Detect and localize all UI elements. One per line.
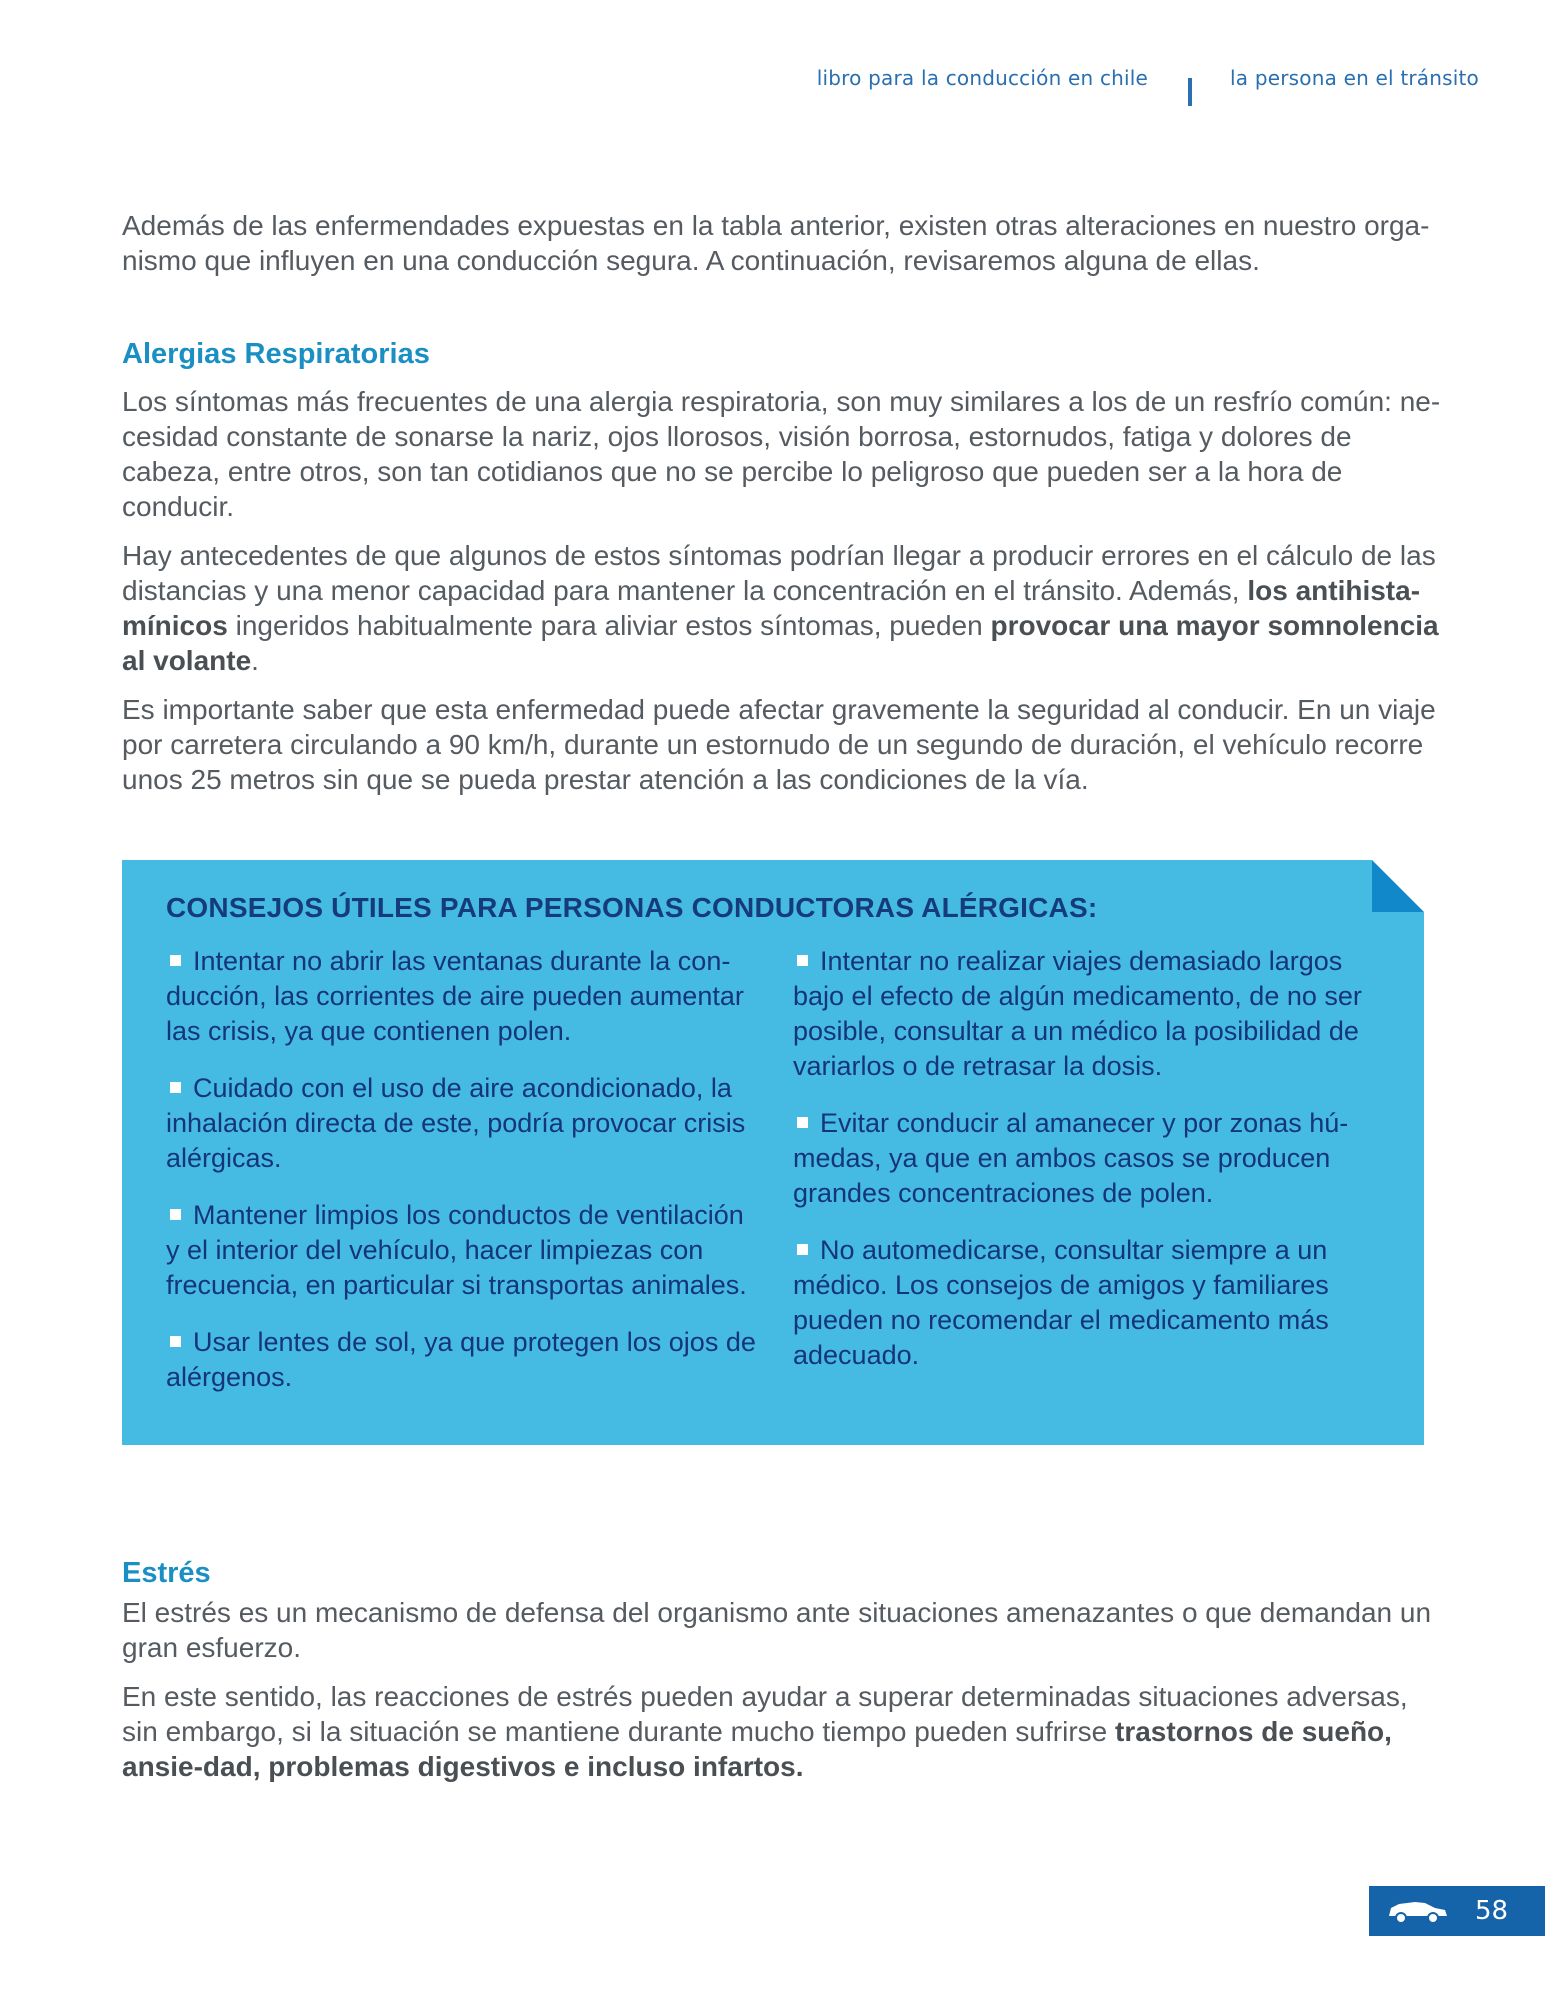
stress-heading: Estrés xyxy=(122,1557,211,1589)
tip-item xyxy=(166,944,763,1049)
tips-heading: CONSEJOS ÚTILES PARA PERSONAS CONDUCTORAS ALÉRGICAS: xyxy=(166,892,1098,923)
allergies-heading: Alergias Respiratorias xyxy=(122,338,430,370)
chapter-title: la persona en el tránsito xyxy=(1230,66,1479,90)
tip-text: Mantener limpios los conductos de ventilación y el interior del vehículo, hacer limpiezas con frecuencia, en particular si transportas animales. xyxy=(166,1200,747,1300)
folded-corner xyxy=(1372,860,1424,912)
square-bullet-icon xyxy=(797,955,808,966)
tip-item xyxy=(793,1106,1390,1211)
main-content xyxy=(122,208,1442,811)
text-run: ingeridos habitualmente para aliviar estos síntomas, pueden xyxy=(227,610,991,641)
allergies-paragraph-1: Los síntomas más frecuentes de una alergia respiratoria, son muy similares a los de un resfrío común: ne-cesidad constante de sonarse la nariz, ojos llorosos, visión borrosa, estornudos, fatiga y dolores de cabeza, entre otros, son tan cotidianos que no se percibe lo peligroso que pueden ser a la hora de conducir. xyxy=(122,386,1441,522)
intro-paragraph: Además de las enfermendades expuestas en la tabla anterior, existen otras alteraciones en nuestro orga-nismo que influyen en una conducción segura. A continuación, revisaremos alguna de ellas. xyxy=(122,210,1430,276)
tip-item xyxy=(166,1325,763,1395)
page-number-tab xyxy=(1369,1886,1545,1936)
bold-run: provocar una mayor somnolencia al volante xyxy=(122,610,1439,676)
square-bullet-icon xyxy=(170,1209,181,1220)
bold-run: los antihista-mínicos xyxy=(122,575,1421,641)
tip-text: No automedicarse, consultar siempre a un médico. Los consejos de amigos y familiares pueden no recomendar el medicamento más adecuado. xyxy=(793,1235,1329,1370)
tip-item xyxy=(793,1233,1390,1373)
running-header xyxy=(817,66,1479,106)
bold-run: trastornos de sueño, ansie-dad, problemas digestivos e incluso infartos. xyxy=(122,1716,1392,1782)
tips-box xyxy=(122,860,1424,1445)
text-run: En este sentido, las reacciones de estrés pueden ayudar a superar determinadas situaciones adversas, sin embargo, si la situación se mantiene durante mucho tiempo pueden sufrirse xyxy=(122,1681,1408,1747)
tips-right-column xyxy=(793,944,1390,1417)
book-title: libro para la conducción en chile xyxy=(816,66,1149,90)
allergies-paragraph-3: Es importante saber que esta enfermedad puede afectar gravemente la seguridad al conducir. En un viaje por carretera circulando a 90 km/h, durante un estornudo de un segundo de duración, el vehículo recorre unos 25 metros sin que se pueda prestar atención a las condiciones de la vía. xyxy=(122,694,1436,795)
tip-text: Evitar conducir al amanecer y por zonas hú-medas, ya que en ambos casos se producen grandes concentraciones de polen. xyxy=(793,1108,1349,1208)
square-bullet-icon xyxy=(170,1336,181,1347)
tip-item xyxy=(166,1198,763,1303)
stress-section xyxy=(122,1555,1442,1798)
tips-left-column xyxy=(166,944,763,1417)
text-run: Hay antecedentes de que algunos de estos síntomas podrían llegar a producir errores en el cálculo de las distancias y una menor capacidad para mantener la concentración en el tránsito. Además, xyxy=(122,540,1436,606)
tip-text: Intentar no abrir las ventanas durante la con-ducción, las corrientes de aire pueden aumentar las crisis, ya que contienen polen. xyxy=(166,946,744,1046)
header-separator xyxy=(1188,78,1192,106)
tip-item xyxy=(793,944,1390,1084)
square-bullet-icon xyxy=(797,1244,808,1255)
tips-columns xyxy=(166,944,1390,1417)
text-run: . xyxy=(251,645,259,676)
tip-text: Cuidado con el uso de aire acondicionado, la inhalación directa de este, podría provocar crisis alérgicas. xyxy=(166,1073,746,1173)
tip-item xyxy=(166,1071,763,1176)
square-bullet-icon xyxy=(797,1117,808,1128)
allergies-paragraph-2 xyxy=(122,538,1442,678)
car-icon xyxy=(1385,1896,1449,1926)
square-bullet-icon xyxy=(170,955,181,966)
page-number: 58 xyxy=(1475,1896,1509,1926)
tip-text: Usar lentes de sol, ya que protegen los ojos de alérgenos. xyxy=(166,1327,756,1392)
stress-paragraph-2 xyxy=(122,1679,1442,1784)
tip-text: Intentar no realizar viajes demasiado largos bajo el efecto de algún medicamento, de no ser posible, consultar a un médico la posibilidad de variarlos o de retrasar la dosis. xyxy=(793,946,1362,1081)
square-bullet-icon xyxy=(170,1082,181,1093)
stress-paragraph-1: El estrés es un mecanismo de defensa del organismo ante situaciones amenazantes o que demandan un gran esfuerzo. xyxy=(122,1597,1432,1663)
